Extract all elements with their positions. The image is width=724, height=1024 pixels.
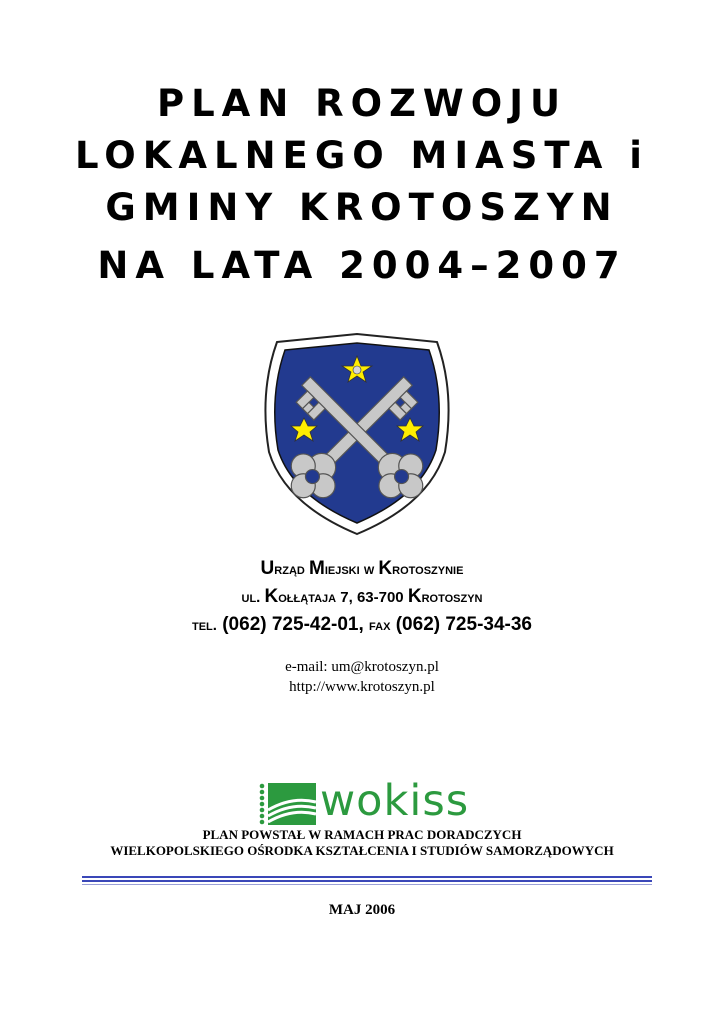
title-line-2: LOKALNEGO MIASTA i	[75, 134, 649, 177]
note-line-1: PLAN POWSTAŁ W RAMACH PRAC DORADCZYCH	[202, 827, 522, 842]
title-line-1: PLAN ROZWOJU	[156, 82, 568, 125]
coat-of-arms-icon	[259, 332, 455, 536]
publication-date: MAJ 2006	[328, 902, 396, 918]
divider-line	[82, 880, 652, 882]
divider-line	[82, 884, 652, 885]
advisory-note	[0, 827, 724, 859]
office-street: ul. Kołłątaja 7, 63-700 Krotoszyn	[241, 586, 483, 607]
title-line-4: NA LATA 2004–2007	[97, 244, 627, 287]
note-line-2: WIELKOPOLSKIEGO OŚRODKA KSZTAŁCENIA I STUDIÓW SAMORZĄDOWYCH	[110, 843, 614, 858]
office-address	[0, 555, 724, 639]
office-phone: tel. (062) 725-42-01, fax (062) 725-34-36	[192, 614, 532, 635]
title-line-3: GMINY KROTOSZYN	[105, 186, 619, 229]
contact-info	[0, 657, 724, 697]
document-title	[0, 78, 724, 292]
email-text: e-mail: um@krotoszyn.pl	[285, 659, 439, 675]
website-text: http://www.krotoszyn.pl	[289, 679, 435, 695]
office-name: Urząd Miejski w Krotoszynie	[260, 558, 464, 579]
divider-line	[82, 876, 652, 878]
wokiss-logo-text: wokiss	[320, 776, 470, 826]
